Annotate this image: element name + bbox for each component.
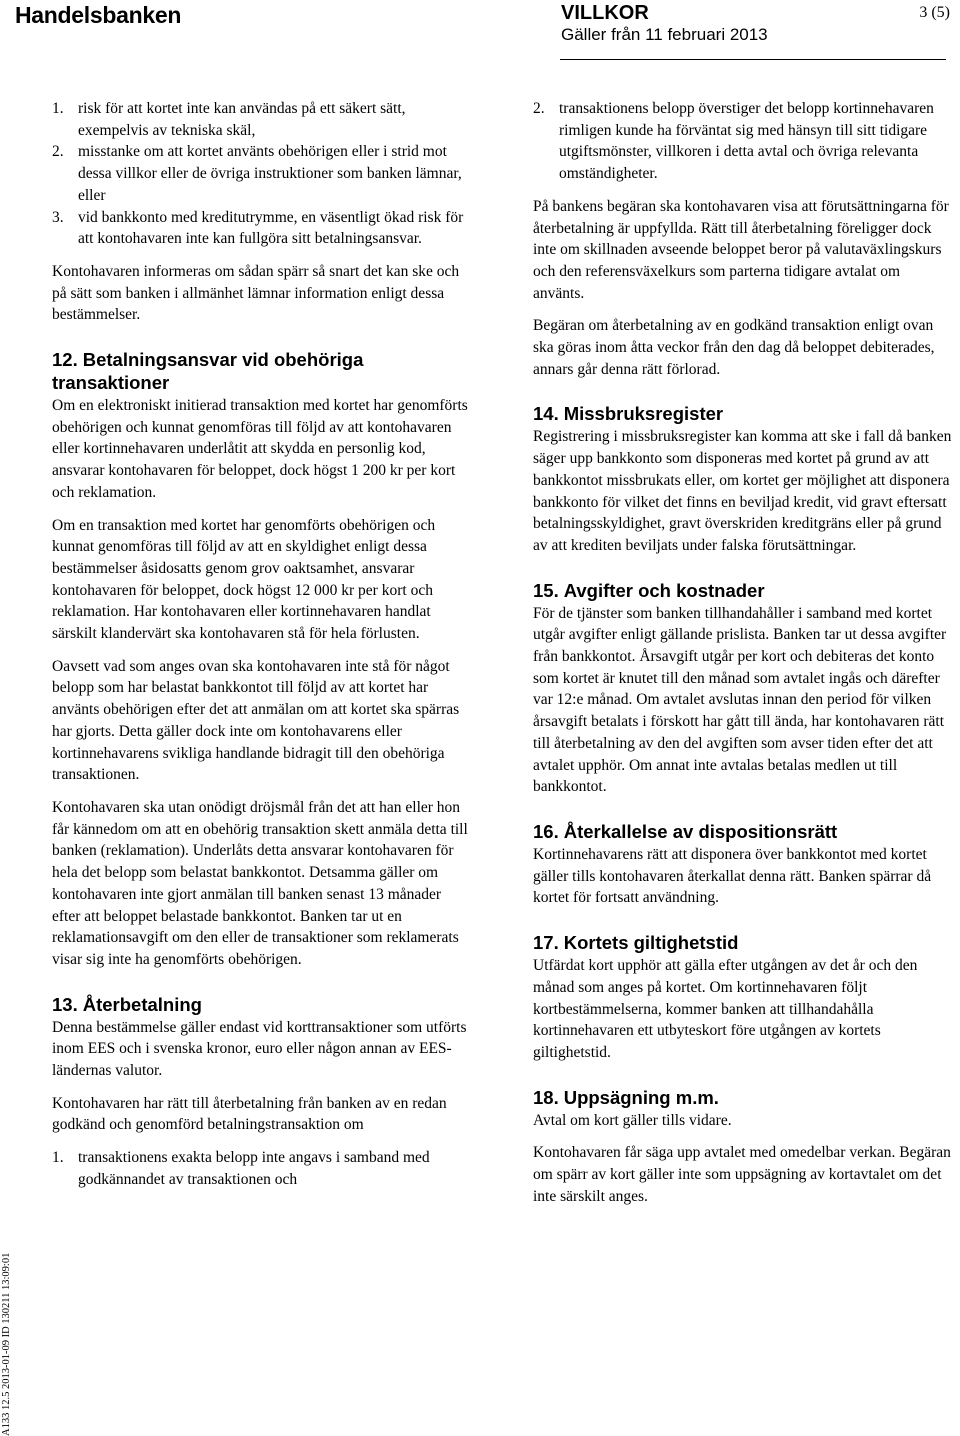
paragraph: Om en elektroniskt initierad transaktion med kortet har genomförts obehörigen och kunnat genomföras till följd av att kontohavaren eller kortinnehavaren underlåtit att skydda en personlig kod, ansvarar kontohavaren för beloppet, dock högst 1 200 kr per kort och reklamation.: [52, 397, 468, 501]
page-number: 3 (5): [919, 4, 950, 21]
document-id-sidebar: A133 12.5 2013-01-09 ID 130211 13:09:01: [1, 1252, 12, 1436]
section-title: Betalningsansvar vid obehöriga transaktioner: [52, 349, 364, 394]
section-heading-12: [52, 348, 472, 394]
paragraph: Kontohavaren har rätt till återbetalning från banken av en redan godkänd och genomförd betalningstransaktion om: [52, 1094, 447, 1134]
section-title: Återbetalning: [82, 993, 202, 1015]
section-title: Kortets giltighetstid: [563, 932, 739, 954]
section-heading-13: [52, 993, 472, 1016]
list-item: [52, 1147, 472, 1190]
paragraph: Denna bestämmelse gäller endast vid korttransaktioner som utförts inom EES och i svenska kronor, euro eller någon annan av EES-ländernas valutor.: [52, 1018, 467, 1080]
document-title: VILLKOR: [561, 2, 649, 24]
list-number: 3.: [52, 208, 64, 226]
left-column: [52, 98, 472, 1202]
section-heading-16: [533, 820, 953, 843]
list-item: [533, 98, 953, 185]
paragraph: Om en transaktion med kortet har genomförts obehörigen och kunnat genomföras till följd av att en skyldighet enligt dessa bestämmelser åsidosatts genom grov oaktsamhet, ansvarar kontohavaren för beloppet, dock högst 12 000 kr per kort och reklamation. Har kontohavaren eller kortinnehavaren handlat särskilt klandervärt ska kontohavaren stå för hela förlusten.: [52, 516, 436, 643]
section-heading-17: [533, 931, 953, 954]
list-number: 2.: [52, 143, 64, 161]
section-number: 17.: [533, 932, 559, 954]
section-number: 15.: [533, 579, 559, 601]
section-number: 18.: [533, 1086, 559, 1108]
section-title: Missbruksregister: [563, 403, 724, 425]
list-number: 1.: [52, 100, 64, 117]
section-number: 16.: [533, 820, 559, 842]
list-number: 1.: [52, 1149, 64, 1167]
section-heading-18: [533, 1086, 953, 1109]
list-text: transaktionens exakta belopp inte angavs i samband med godkännandet av transaktionen och: [78, 1149, 430, 1188]
paragraph: Avtal om kort gäller tills vidare.: [533, 1111, 732, 1129]
paragraph: Oavsett vad som anges ovan ska kontohavaren inte stå för något belopp som har belastat bankkontot till följd av att kortet har använts obehörigen efter det att anmälan om att kortet ska spärras har gjorts. Detta gäller dock inte om kontohavarens eller kortinnehavarens svikliga handlande bidragit till den obehöriga transaktionen.: [52, 657, 460, 784]
bank-logo-text: Handelsbanken: [15, 2, 182, 28]
header-rule: [560, 59, 946, 60]
list-text: misstanke om att kortet använts obehörigen eller i strid mot dessa villkor eller de övriga instruktioner som banken lämnar, eller: [78, 143, 462, 204]
paragraph: För de tjänster som banken tillhandahåller i samband med kortet utgår avgifter enligt gällande prislista. Banken tar ut dessa avgifter från bankkontot. Årsavgift utgår per kort och debiteras det konto som kortet är knutet till den månad som avtalet ingås och därefter var 12:e månad. Om avtalet avslutas innan den period för vilken årsavgift betalats i förskott har gått till ända, har kontohavaren rätt till återbetalning av den del avgiften som avser tiden efter det att avtalet upphör. Om annat inte avtalas betalas medlen ut till bankkontot.: [533, 604, 947, 796]
paragraph: På bankens begäran ska kontohavaren visa att förutsättningarna för återbetalning är uppfyllda. Rätt till återbetalning föreligger dock inte om skillnaden avseende beloppet beror på valutaväxlingskurs och den referensväxelkurs som parterna tidigare avtalat om använts.: [533, 197, 949, 302]
paragraph: Kontohavaren informeras om sådan spärr så snart det kan ske och på sätt som banken i allmänhet lämnar information enligt dessa bestämmelser.: [52, 262, 460, 324]
list-number: 2.: [533, 100, 545, 117]
list-text: risk för att kortet inte kan användas på ett säkert sätt, exempelvis av tekniska skäl,: [78, 100, 406, 139]
list-text: transaktionens belopp överstiger det belopp kortinnehavaren rimligen kunde ha förväntat sig med hänsyn till sitt tidigare utgiftsmönster, villkoren i detta avtal och övriga relevanta omständigheter.: [559, 100, 934, 183]
paragraph: Registrering i missbruksregister kan komma att ske i fall då banken säger upp bankkonto som disponeras med kortet på grund av att bankkontot missbrukats eller, om kortet ger möjlighet att disponera bankkonto för vilket det finns en beviljad kredit, vid gravt eftersatt betalningsskyldighet, gravt överskriden kreditgräns eller på grund av att krediten beviljats under falska förutsättningar.: [533, 428, 952, 554]
list-item: [52, 141, 472, 206]
section-number: 14.: [533, 403, 559, 425]
document-validity-date: Gäller från 11 februari 2013: [561, 25, 768, 44]
section-title: Återkallelse av dispositionsrätt: [563, 820, 838, 842]
block-reasons-list: [52, 98, 472, 250]
paragraph: Begäran om återbetalning av en godkänd transaktion enligt ovan ska göras inom åtta veckor från den dag då beloppet debiterades, annars går denna rätt förlorad.: [533, 317, 935, 378]
section-title: Avgifter och kostnader: [563, 579, 765, 601]
list-text: vid bankkonto med kreditutrymme, en väsentligt ökad risk för att kontohavaren inte kan fullgöra sitt betalningsansvar.: [78, 208, 464, 248]
list-item: [52, 98, 472, 141]
section-number: 13.: [52, 993, 78, 1015]
section-heading-15: [533, 579, 953, 602]
refund-conditions-list-cont: [533, 98, 953, 185]
section-heading-14: [533, 402, 953, 425]
paragraph: Kortinnehavarens rätt att disponera över bankkontot med kortet gäller tills kontohavaren återkallat denna rätt. Banken spärrar då kortet för fortsatt användning.: [533, 845, 932, 907]
section-number: 12.: [52, 349, 78, 371]
refund-conditions-list: [52, 1147, 472, 1190]
list-item: [52, 207, 472, 250]
paragraph: Kontohavaren ska utan onödigt dröjsmål från det att han eller hon får kännedom om att en obehörig transaktion skett anmäla detta till banken (reklamation). Underlåts detta ansvarar kontohavaren för hela det belopp som belastat bankkontot. Detsamma gäller om kontohavaren inte gjort anmälan till banken senast 13 månader efter att beloppet belastade bankkontot. Banken tar ut en reklamationsavgift om den eller de transaktioner som reklamerats visar sig inte ha genomförts obehörigen.: [52, 798, 468, 968]
section-title: Uppsägning m.m.: [563, 1086, 719, 1108]
paragraph: Kontohavaren får säga upp avtalet med omedelbar verkan. Begäran om spärr av kort gäller inte som uppsägning av kortavtalet om det inte särskilt anges.: [533, 1144, 951, 1205]
right-column: [533, 98, 953, 1218]
paragraph: Utfärdat kort upphör att gälla efter utgången av det år och den månad som anges på kortet. Om kortinnehavaren följt kortbestämmelserna, kommer banken att tillhandahålla kortinnehavaren ett utbyteskort före utgången av kortets giltighetstid.: [533, 957, 918, 1061]
